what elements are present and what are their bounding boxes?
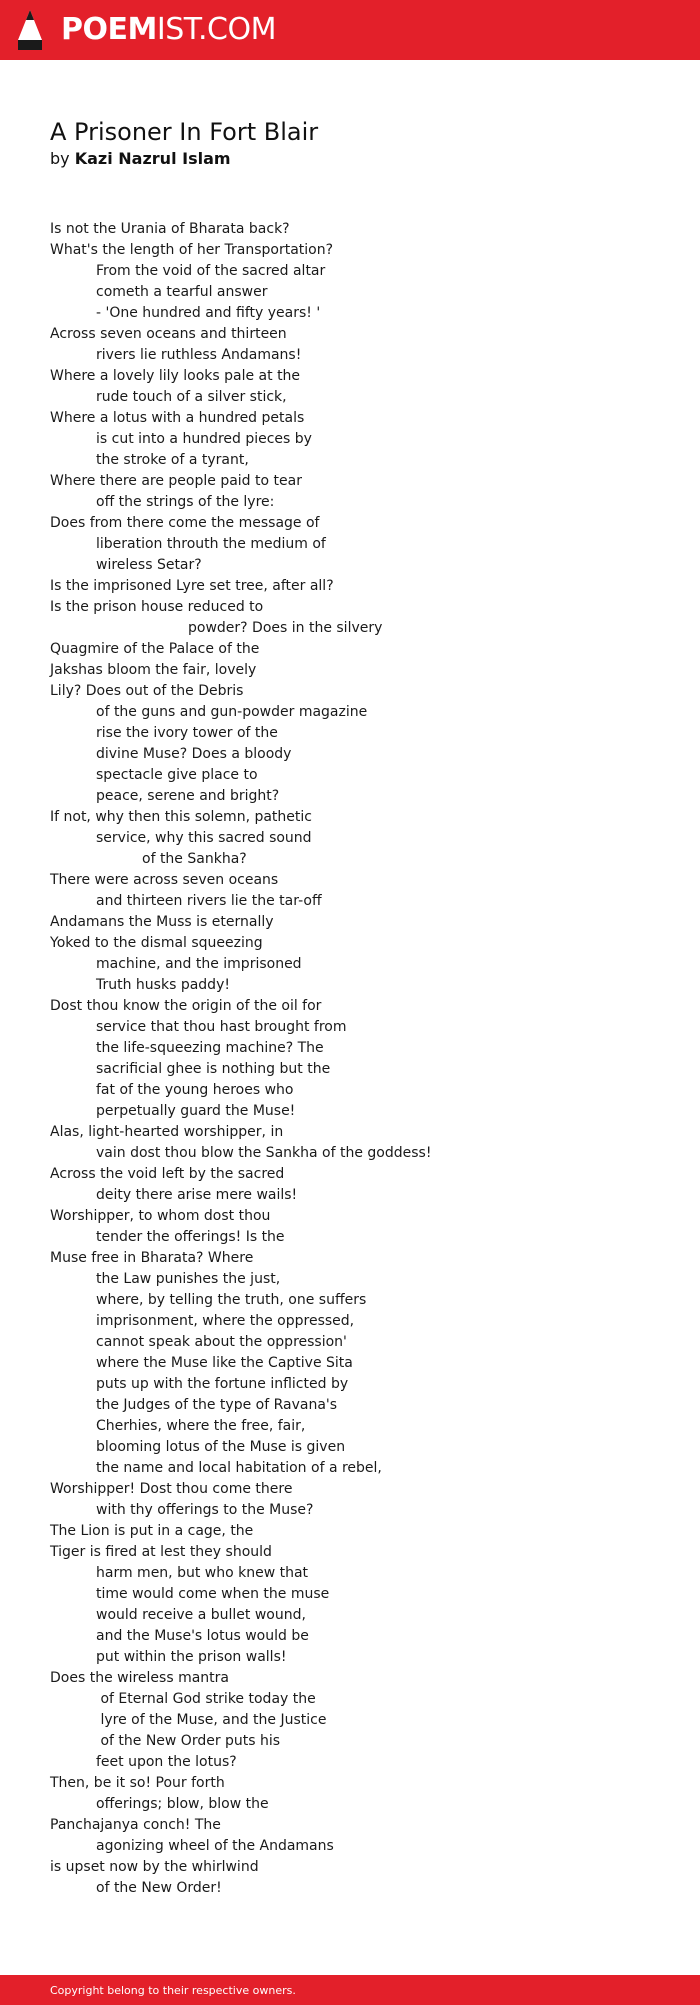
poem-line: rivers lie ruthless Andamans! (96, 347, 302, 363)
poem-line: cannot speak about the oppression' (96, 1334, 347, 1350)
poem-line: spectacle give place to (96, 767, 258, 783)
poem-line: wireless Setar? (96, 557, 202, 573)
byline (50, 148, 231, 170)
poem-line: Across seven oceans and thirteen (50, 326, 287, 342)
poem-line: fat of the young heroes who (96, 1082, 294, 1098)
poem-title: A Prisoner In Fort Blair (50, 118, 319, 146)
poem-line: lyre of the Muse, and the Justice (96, 1712, 327, 1728)
poem-line: of the New Order puts his (96, 1733, 281, 1749)
poem-line: Is the imprisoned Lyre set tree, after all? (50, 578, 334, 594)
poem-line: puts up with the fortune inflicted by (96, 1376, 349, 1392)
poem-line: tender the offerings! Is the (96, 1229, 285, 1245)
poem-line: and thirteen rivers lie the tar-off (96, 893, 322, 909)
poem-line: Across the void left by the sacred (50, 1166, 285, 1182)
poem-line: Tiger is fired at lest they should (50, 1544, 272, 1560)
poem-line: perpetually guard the Muse! (96, 1103, 296, 1119)
poem-line: sacrificial ghee is nothing but the (96, 1061, 331, 1077)
poem-line: machine, and the imprisoned (96, 956, 302, 972)
poem-line: is upset now by the whirlwind (50, 1859, 259, 1875)
poem-line: There were across seven oceans (50, 872, 279, 888)
poem-line: What's the length of her Transportation? (50, 242, 334, 258)
poem-line: Dost thou know the origin of the oil for (50, 998, 322, 1014)
poem-line: Yoked to the dismal squeezing (50, 935, 263, 951)
poem-line: Jakshas bloom the fair, lovely (50, 662, 257, 678)
poem-line: time would come when the muse (96, 1586, 330, 1602)
poem-line: Worshipper! Dost thou come there (50, 1481, 293, 1497)
poem-line: offerings; blow, blow the (96, 1796, 269, 1812)
poem-line: of the Sankha? (142, 851, 247, 867)
poem-line: Andamans the Muss is eternally (50, 914, 274, 930)
poem-line: vain dost thou blow the Sankha of the goddess! (96, 1145, 432, 1161)
poem-line: the Judges of the type of Ravana's (96, 1397, 338, 1413)
logo-text-bold: POEM (61, 12, 157, 47)
poem-line: the stroke of a tyrant, (96, 452, 249, 468)
poem-line: divine Muse? Does a bloody (96, 746, 292, 762)
poem-line: is cut into a hundred pieces by (96, 431, 312, 447)
poem-line: Lily? Does out of the Debris (50, 683, 244, 699)
poem-line: the name and local habitation of a rebel, (96, 1460, 382, 1476)
poem-line: the Law punishes the just, (96, 1271, 281, 1287)
poem-line: rise the ivory tower of the (96, 725, 278, 741)
poem-line: Worshipper, to whom dost thou (50, 1208, 271, 1224)
poem-line: Truth husks paddy! (96, 977, 230, 993)
poem-line: Panchajanya conch! The (50, 1817, 221, 1833)
poem-line: and the Muse's lotus would be (96, 1628, 309, 1644)
poem-line: Quagmire of the Palace of the (50, 641, 260, 657)
poem-line: rude touch of a silver stick, (96, 389, 287, 405)
poem-line: service, why this sacred sound (96, 830, 312, 846)
poem-line: feet upon the lotus? (96, 1754, 237, 1770)
poem-line: Is not the Urania of Bharata back? (50, 221, 290, 237)
poem-line: deity there arise mere wails! (96, 1187, 298, 1203)
poem-line: liberation throuth the medium of (96, 536, 326, 552)
poem-line: Where there are people paid to tear (50, 473, 302, 489)
byline-prefix: by (50, 149, 70, 168)
poem-line: agonizing wheel of the Andamans (96, 1838, 334, 1854)
poem-line: Where a lovely lily looks pale at the (50, 368, 301, 384)
copyright-text: Copyright belong to their respective owners. (50, 1984, 296, 1997)
poem-line: powder? Does in the silvery (188, 620, 383, 636)
author-name[interactable]: Kazi Nazrul Islam (74, 149, 231, 168)
site-logo[interactable] (61, 11, 276, 49)
poem-line: where, by telling the truth, one suffers (96, 1292, 367, 1308)
poem-body (50, 219, 670, 1899)
poem-line: cometh a tearful answer (96, 284, 268, 300)
poem-line: harm men, but who knew that (96, 1565, 309, 1581)
poem-line: Where a lotus with a hundred petals (50, 410, 305, 426)
poem-line: blooming lotus of the Muse is given (96, 1439, 346, 1455)
poem-line: the life-squeezing machine? The (96, 1040, 324, 1056)
poem-line: where the Muse like the Captive Sita (96, 1355, 353, 1371)
poem-line: Cherhies, where the free, fair, (96, 1418, 306, 1434)
poem-line: The Lion is put in a cage, the (50, 1523, 254, 1539)
poem-line: of the New Order! (96, 1880, 222, 1896)
poem-line: service that thou hast brought from (96, 1019, 347, 1035)
poem-line: Then, be it so! Pour forth (50, 1775, 225, 1791)
poem-line: Does the wireless mantra (50, 1670, 229, 1686)
poem-line: with thy offerings to the Muse? (96, 1502, 314, 1518)
poem-line: peace, serene and bright? (96, 788, 280, 804)
poem-line: imprisonment, where the oppressed, (96, 1313, 355, 1329)
poem-line: Is the prison house reduced to (50, 599, 264, 615)
poem-line: - 'One hundred and fifty years! ' (96, 305, 321, 321)
poem-line: of the guns and gun-powder magazine (96, 704, 368, 720)
poem-line: would receive a bullet wound, (96, 1607, 306, 1623)
poem-line: Does from there come the message of (50, 515, 320, 531)
poem-line: put within the prison walls! (96, 1649, 287, 1665)
pencil-icon[interactable] (18, 10, 42, 50)
poem-line: Alas, light-hearted worshipper, in (50, 1124, 284, 1140)
poem-line: of Eternal God strike today the (96, 1691, 316, 1707)
poem-line: off the strings of the lyre: (96, 494, 275, 510)
logo-text-light: IST.COM (156, 12, 276, 47)
site-header (0, 0, 700, 60)
site-footer (0, 1975, 700, 2005)
poem-line: From the void of the sacred altar (96, 263, 326, 279)
poem-line: If not, why then this solemn, pathetic (50, 809, 312, 825)
poem-line: Muse free in Bharata? Where (50, 1250, 254, 1266)
